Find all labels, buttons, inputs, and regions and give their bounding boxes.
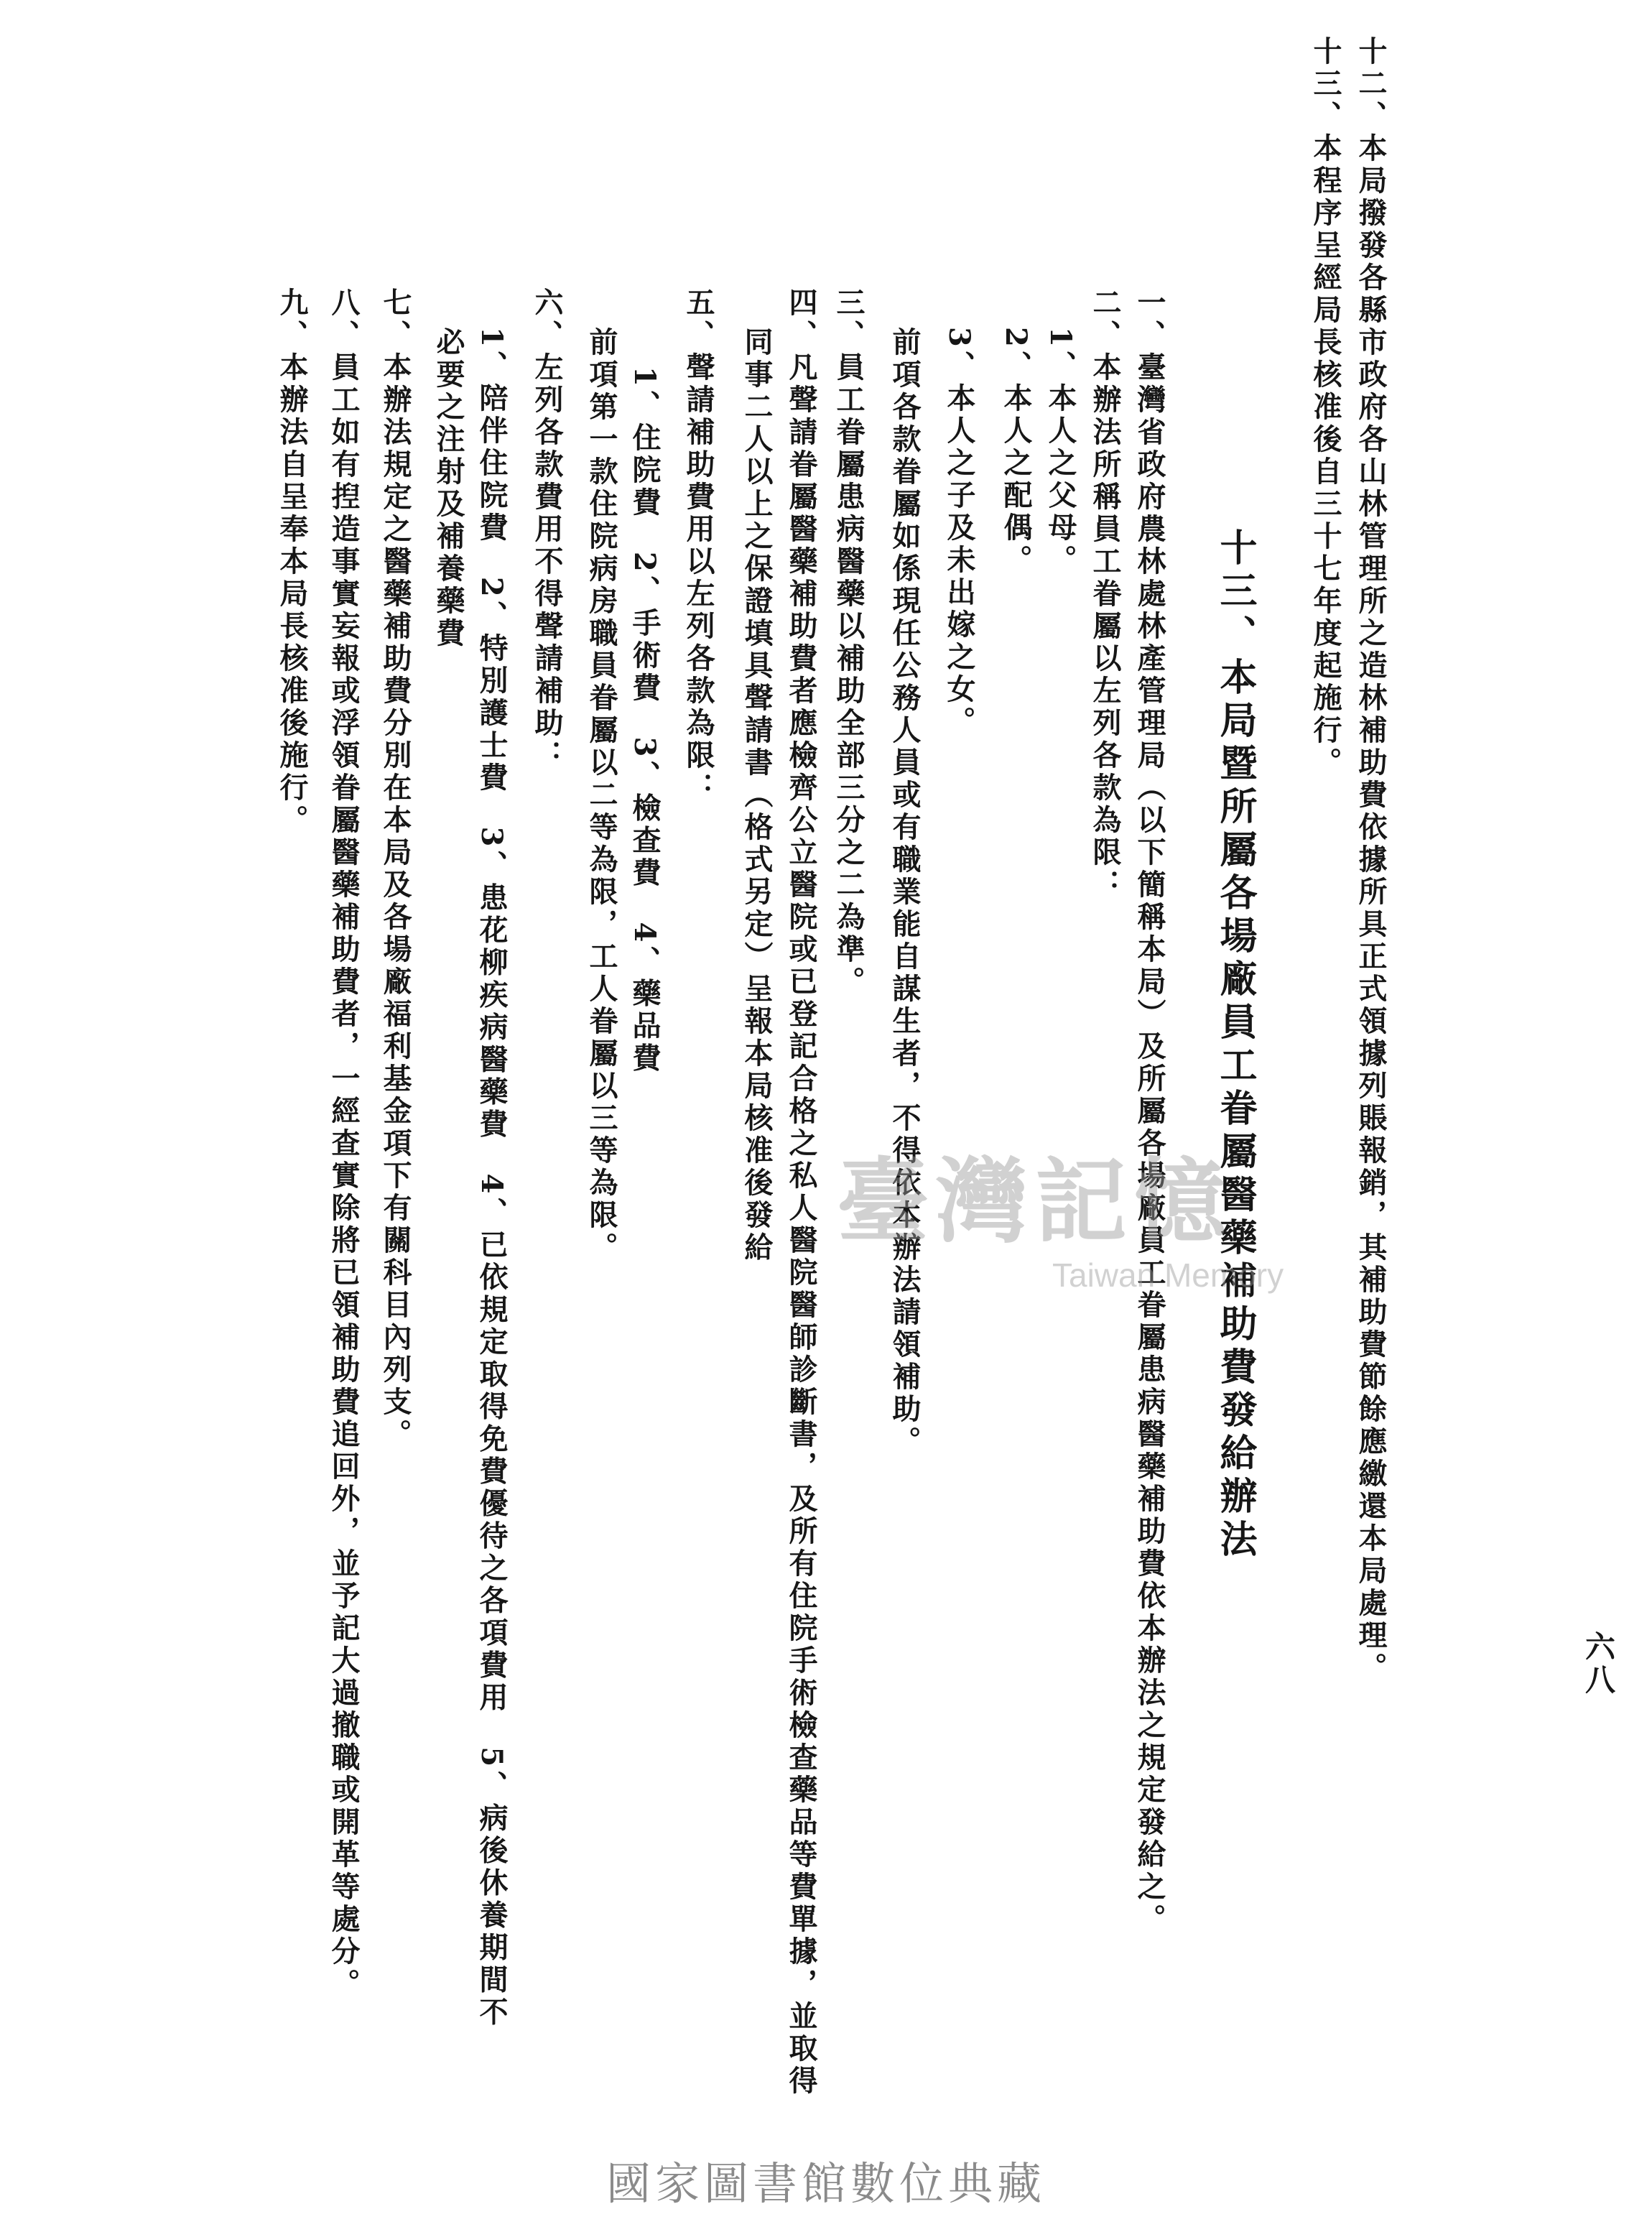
text-column: 必要之注射及補養藥費 [432, 327, 465, 650]
watermark [837, 1128, 1311, 1307]
text-column: 前項第一款住院病房職員眷屬以二等為限，工人眷屬以三等為限。 [585, 327, 618, 1264]
text-column: 1、住院費 2、手術費 3、檢查費 4、藥品費 [628, 366, 662, 1075]
section-title: 十三、本局暨所屬各場廠員工眷屬醫藥補助費發給辦法 [1213, 528, 1256, 1562]
text-column: 3、本人之子及未出嫁之女。 [942, 327, 976, 739]
text-column: 七、本辦法規定之醫藥補助費分別在本局及各場廠福利基金項下有關科目內列支。 [379, 287, 412, 1451]
text-column: 三、員工眷屬患病醫藥以補助全部三分之二為準。 [832, 287, 866, 999]
text-column: 1、本人之父母。 [1044, 327, 1077, 577]
text-column: 四、凡聲請眷屬醫藥補助費者應檢齊公立醫院或已登記合格之私人醫院醫師診斷書，及所有住院手術檢查藥品等費單據，並取得 [784, 287, 818, 2098]
text-column: 前項各款眷屬如係現任公務人員或有職業能自謀生者，不得依本辦法請領補助。 [888, 327, 922, 1458]
text-column: 五、聲請補助費用以左列各款為限： [682, 287, 715, 805]
text-column: 八、員工如有揑造事實妄報或浮領眷屬醫藥補助費者，一經查實除將已領補助費追回外，並予記大過撤職或開革等處分。 [327, 287, 361, 2001]
text-column: 一、臺灣省政府農林處林產管理局（以下簡稱本局）及所屬各場廠員工眷屬患病醫藥補助費依本辦法之規定發給之。 [1133, 287, 1166, 1936]
text-column: 同事二人以上之保證填具聲請書（格式另定）呈報本局核准後發給 [740, 327, 774, 1264]
text-column: 十二、本局撥發各縣市政府各山林管理所之造林補助費依據所具正式領據列賬報銷，其補助費節餘應繳還本局處理。 [1354, 36, 1388, 1685]
text-column: 1、陪伴住院費 2、特別護士費 3、患花柳疾病醫藥費 4、已依規定取得免費優待之各項費用 5、病後休養期間不 [475, 327, 509, 2029]
text-column: 二、本辦法所稱員工眷屬以左列各款為限： [1088, 287, 1122, 902]
text-column: 六、左列各款費用不得聲請補助： [530, 287, 564, 772]
page-number: 六八 [1581, 1631, 1616, 1697]
text-column: 2、本人之配偶。 [999, 327, 1033, 577]
watermark-chinese: 臺灣記憶 [837, 1148, 1234, 1256]
watermark-english: Taiwan Memory [1052, 1256, 1284, 1294]
text-column: 九、本辦法自呈奉本局長核准後施行。 [275, 287, 309, 837]
footer-archive-label: 國家圖書館數位典藏 [605, 2157, 1046, 2210]
text-column: 十三、本程序呈經局長核准後自三十七年度起施行。 [1309, 36, 1342, 779]
